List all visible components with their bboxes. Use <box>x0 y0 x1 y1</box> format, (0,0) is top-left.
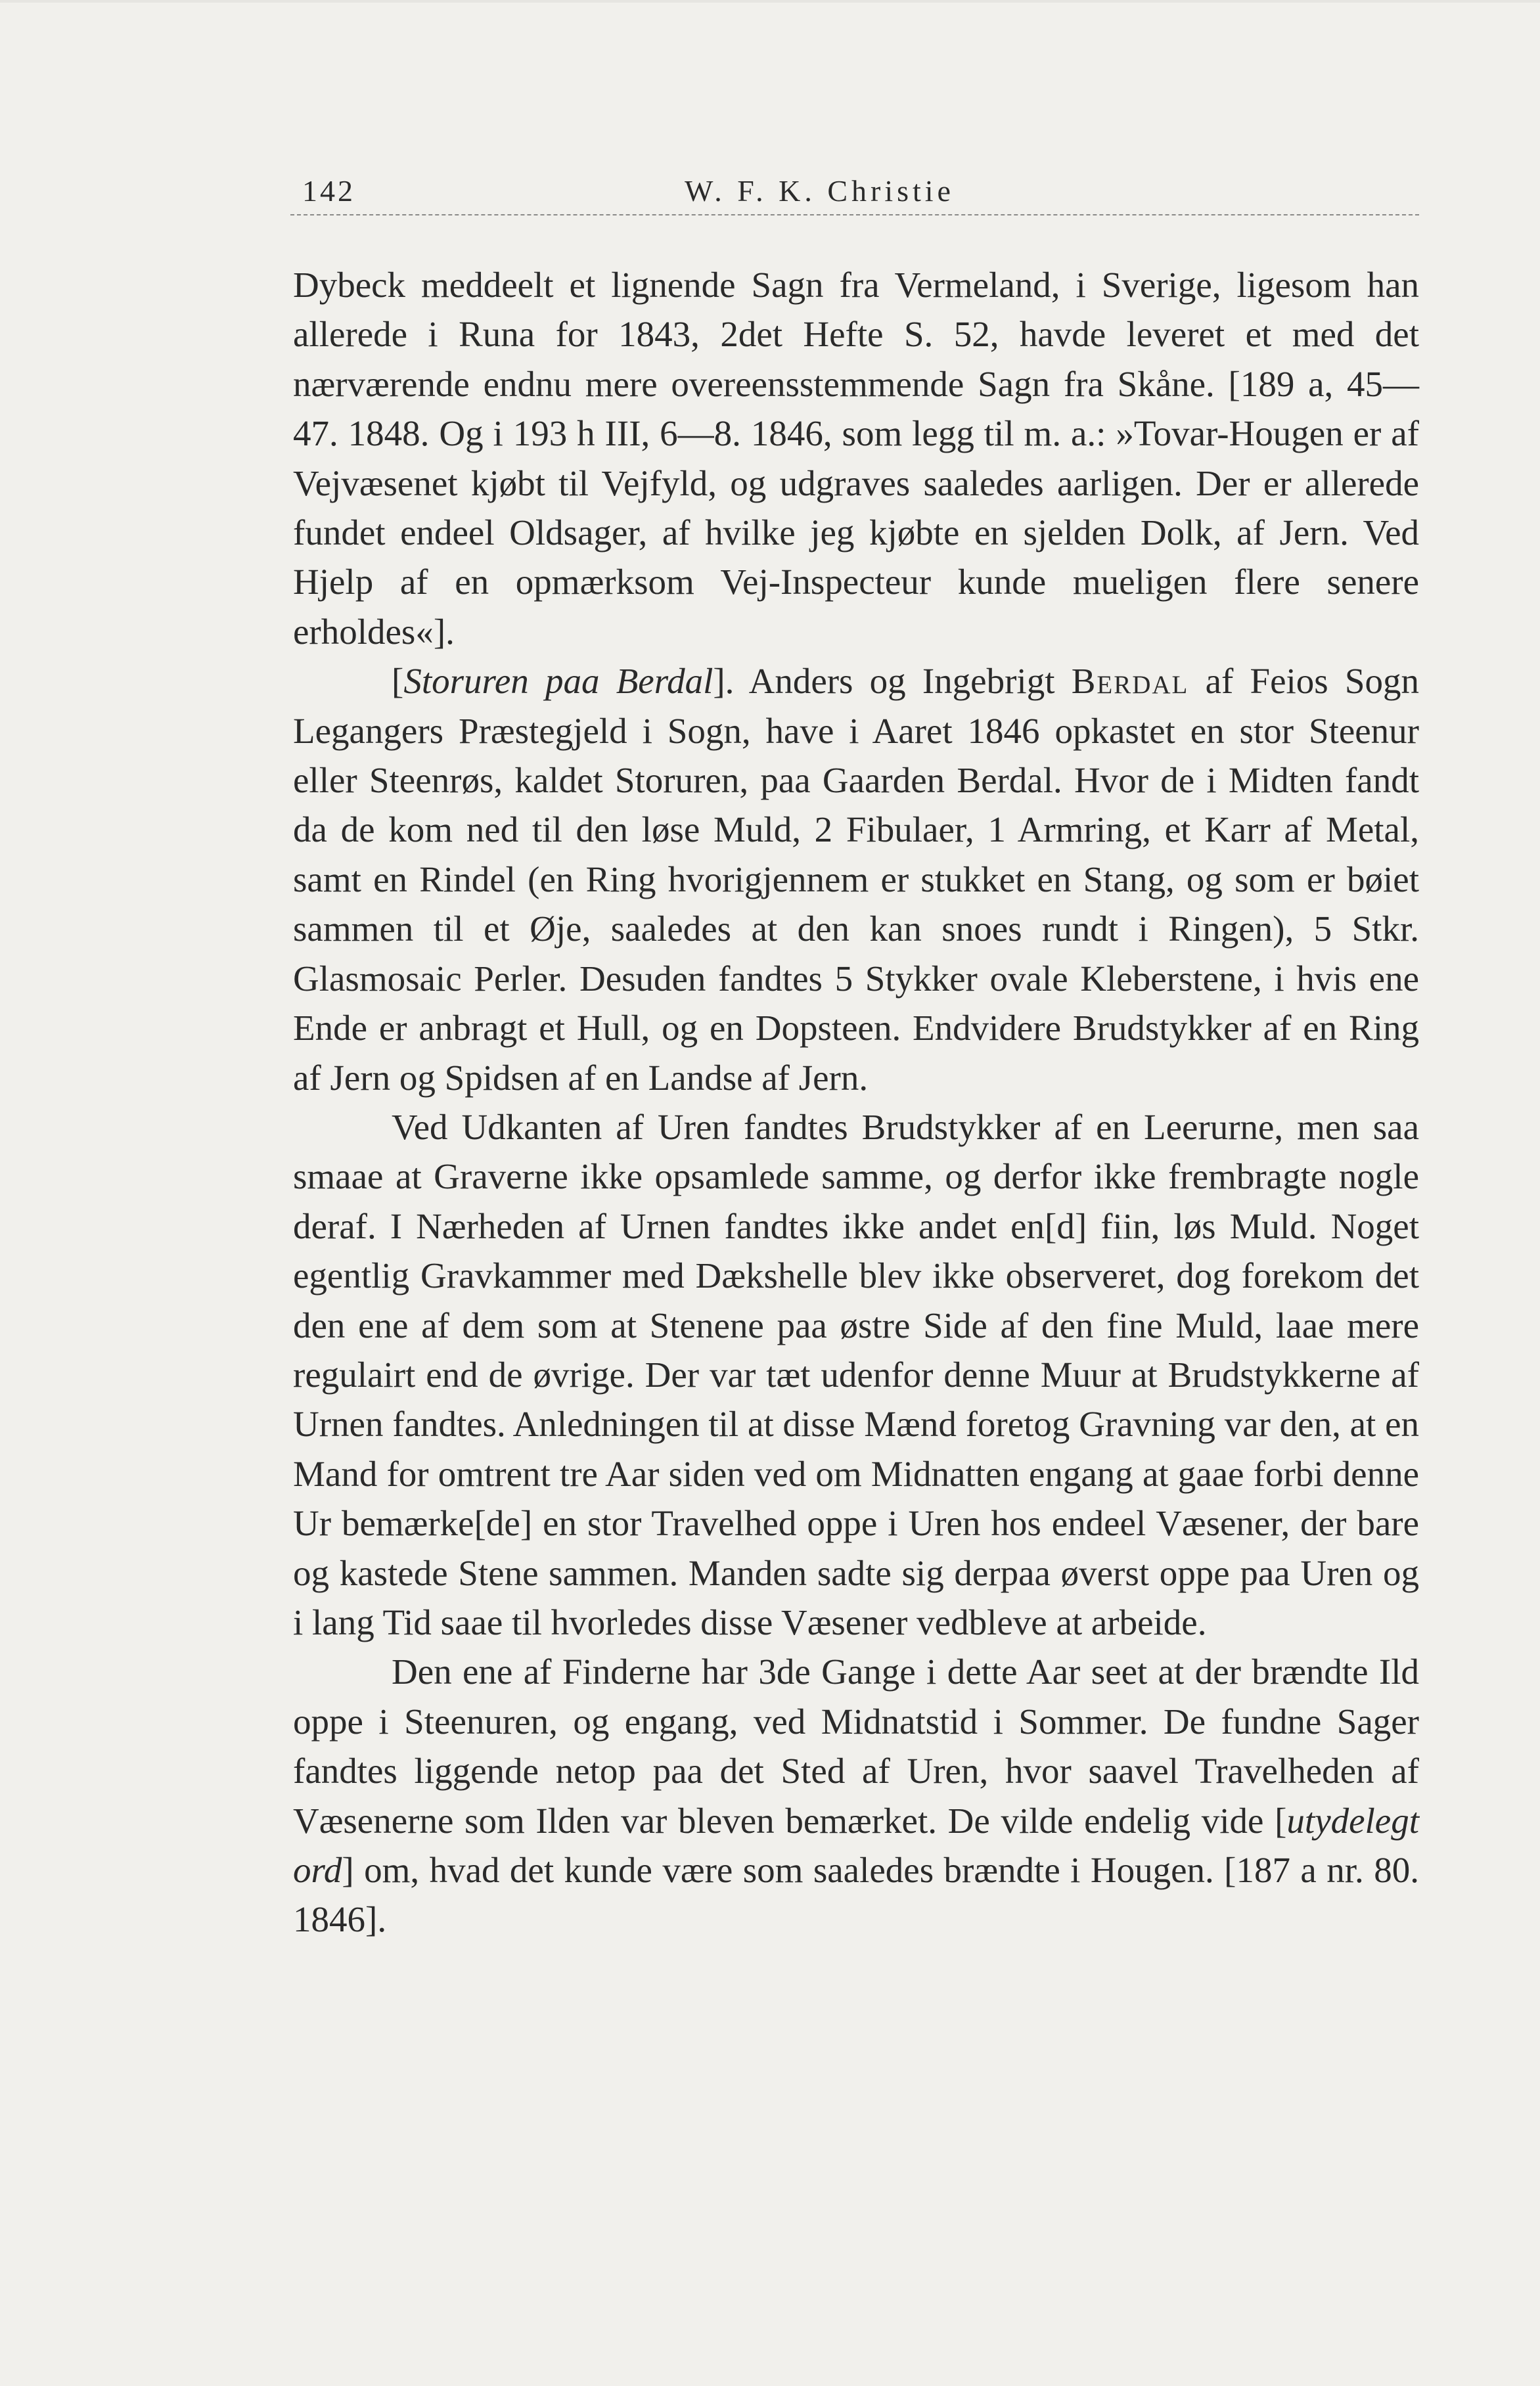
text-run: ]. Anders og Ingebrigt <box>713 661 1072 702</box>
running-head-author: W. F. K. Christie <box>685 174 955 208</box>
body-text <box>293 260 1419 1945</box>
italic-run: Storuren paa Berdal <box>403 661 713 702</box>
paragraph <box>293 260 1419 656</box>
text-run: Den ene af Finderne har 3de Gange i dette Aar seet at der brændte Ild oppe i Steenuren, og engang, ved Midnatstid i Sommer. De fundne Sager fandtes liggende netop paa det Sted af Uren, hvor saavel Travelheden af Væsenerne som Ilden var bleven bemærket. De vilde endelig vide [ <box>293 1652 1419 1841</box>
small-caps-run: Berdal <box>1071 661 1189 702</box>
running-header <box>290 155 1419 215</box>
text-run: ] om, hvad det kunde være som saaledes brændte i Hougen. [187 a nr. 80. 1846]. <box>293 1850 1419 1940</box>
header-rule <box>290 214 1419 215</box>
text-run: [ <box>392 661 404 702</box>
text-run: Dybeck meddeelt et lignende Sagn fra Vermeland, i Sverige, ligesom han allerede i Runa for 1843, 2det Hefte S. 52, havde leveret et med det nærværende endnu mere overeensstemmende Sagn fra Skåne. [189 a, 45—47. 1848. Og i 193 h III, 6—8. 1846, som legg til m. a.: »Tovar-Hougen er af Vejvæsenet kjøbt til Vejfyld, og udgraves saaledes aarligen. Der er allerede fundet endeel Oldsager, af hvilke jeg kjøbte en sjelden Dolk, af Jern. Ved Hjelp af en opmærksom Vej-Inspecteur kunde mueligen flere senere erholdes«]. <box>293 265 1419 652</box>
italic-run: utydelegt ord <box>293 1800 1419 1890</box>
paragraph <box>293 1647 1419 1944</box>
text-run: af Feios Sogn Legangers Præstegjeld i Sogn, have i Aaret 1846 opkastet en stor Steenur eller Steenrøs, kaldet Storuren, paa Gaarden Berdal. Hvor de i Midten fandt da de kom ned til den løse Muld, 2 Fibulaer, 1 Armring, et Karr af Metal, samt en Rindel (en Ring hvorigjennem er stukket en Stang, og som er bøiet sammen til et Øje, saaledes at den kan snoes rundt i Ringen), 5 Stkr. Glasmosaic Perler. Desuden fandtes 5 Stykker ovale Kleberstene, i hvis ene Ende er anbragt et Hull, og en Dopsteen. Endvidere Brudstykker af en Ring af Jern og Spidsen af en Landse af Jern. <box>293 661 1419 1098</box>
text-run: Ved Udkanten af Uren fandtes Brudstykker af en Leerurne, men saa smaae at Graverne ikke opsamlede samme, og derfor ikke frembragte nogle deraf. I Nærheden af Urnen fandtes ikke andet en[d] fiin, løs Muld. Noget egentlig Gravkammer med Dækshelle blev ikke observeret, dog forekom det den ene af dem som at Stenene paa østre Side af den fine Muld, laae mere regulairt end de øvrige. Der var tæt udenfor denne Muur at Brudstykkerne af Urnen fandtes. Anledningen til at disse Mænd foretog Gravning var den, at en Mand for omtrent tre Aar siden ved om Midnatten engang at gaae forbi denne Ur bemærke[de] en stor Travelhed oppe i Uren hos endeel Væsener, der bare og kastede Stene sammen. Manden sadte sig derpaa øverst oppe paa Uren og i lang Tid saae til hvorledes disse Væsener vedbleve at arbeide. <box>293 1106 1419 1642</box>
paragraph <box>293 1102 1419 1647</box>
paragraph <box>293 656 1419 1102</box>
page-number: 142 <box>302 174 355 208</box>
